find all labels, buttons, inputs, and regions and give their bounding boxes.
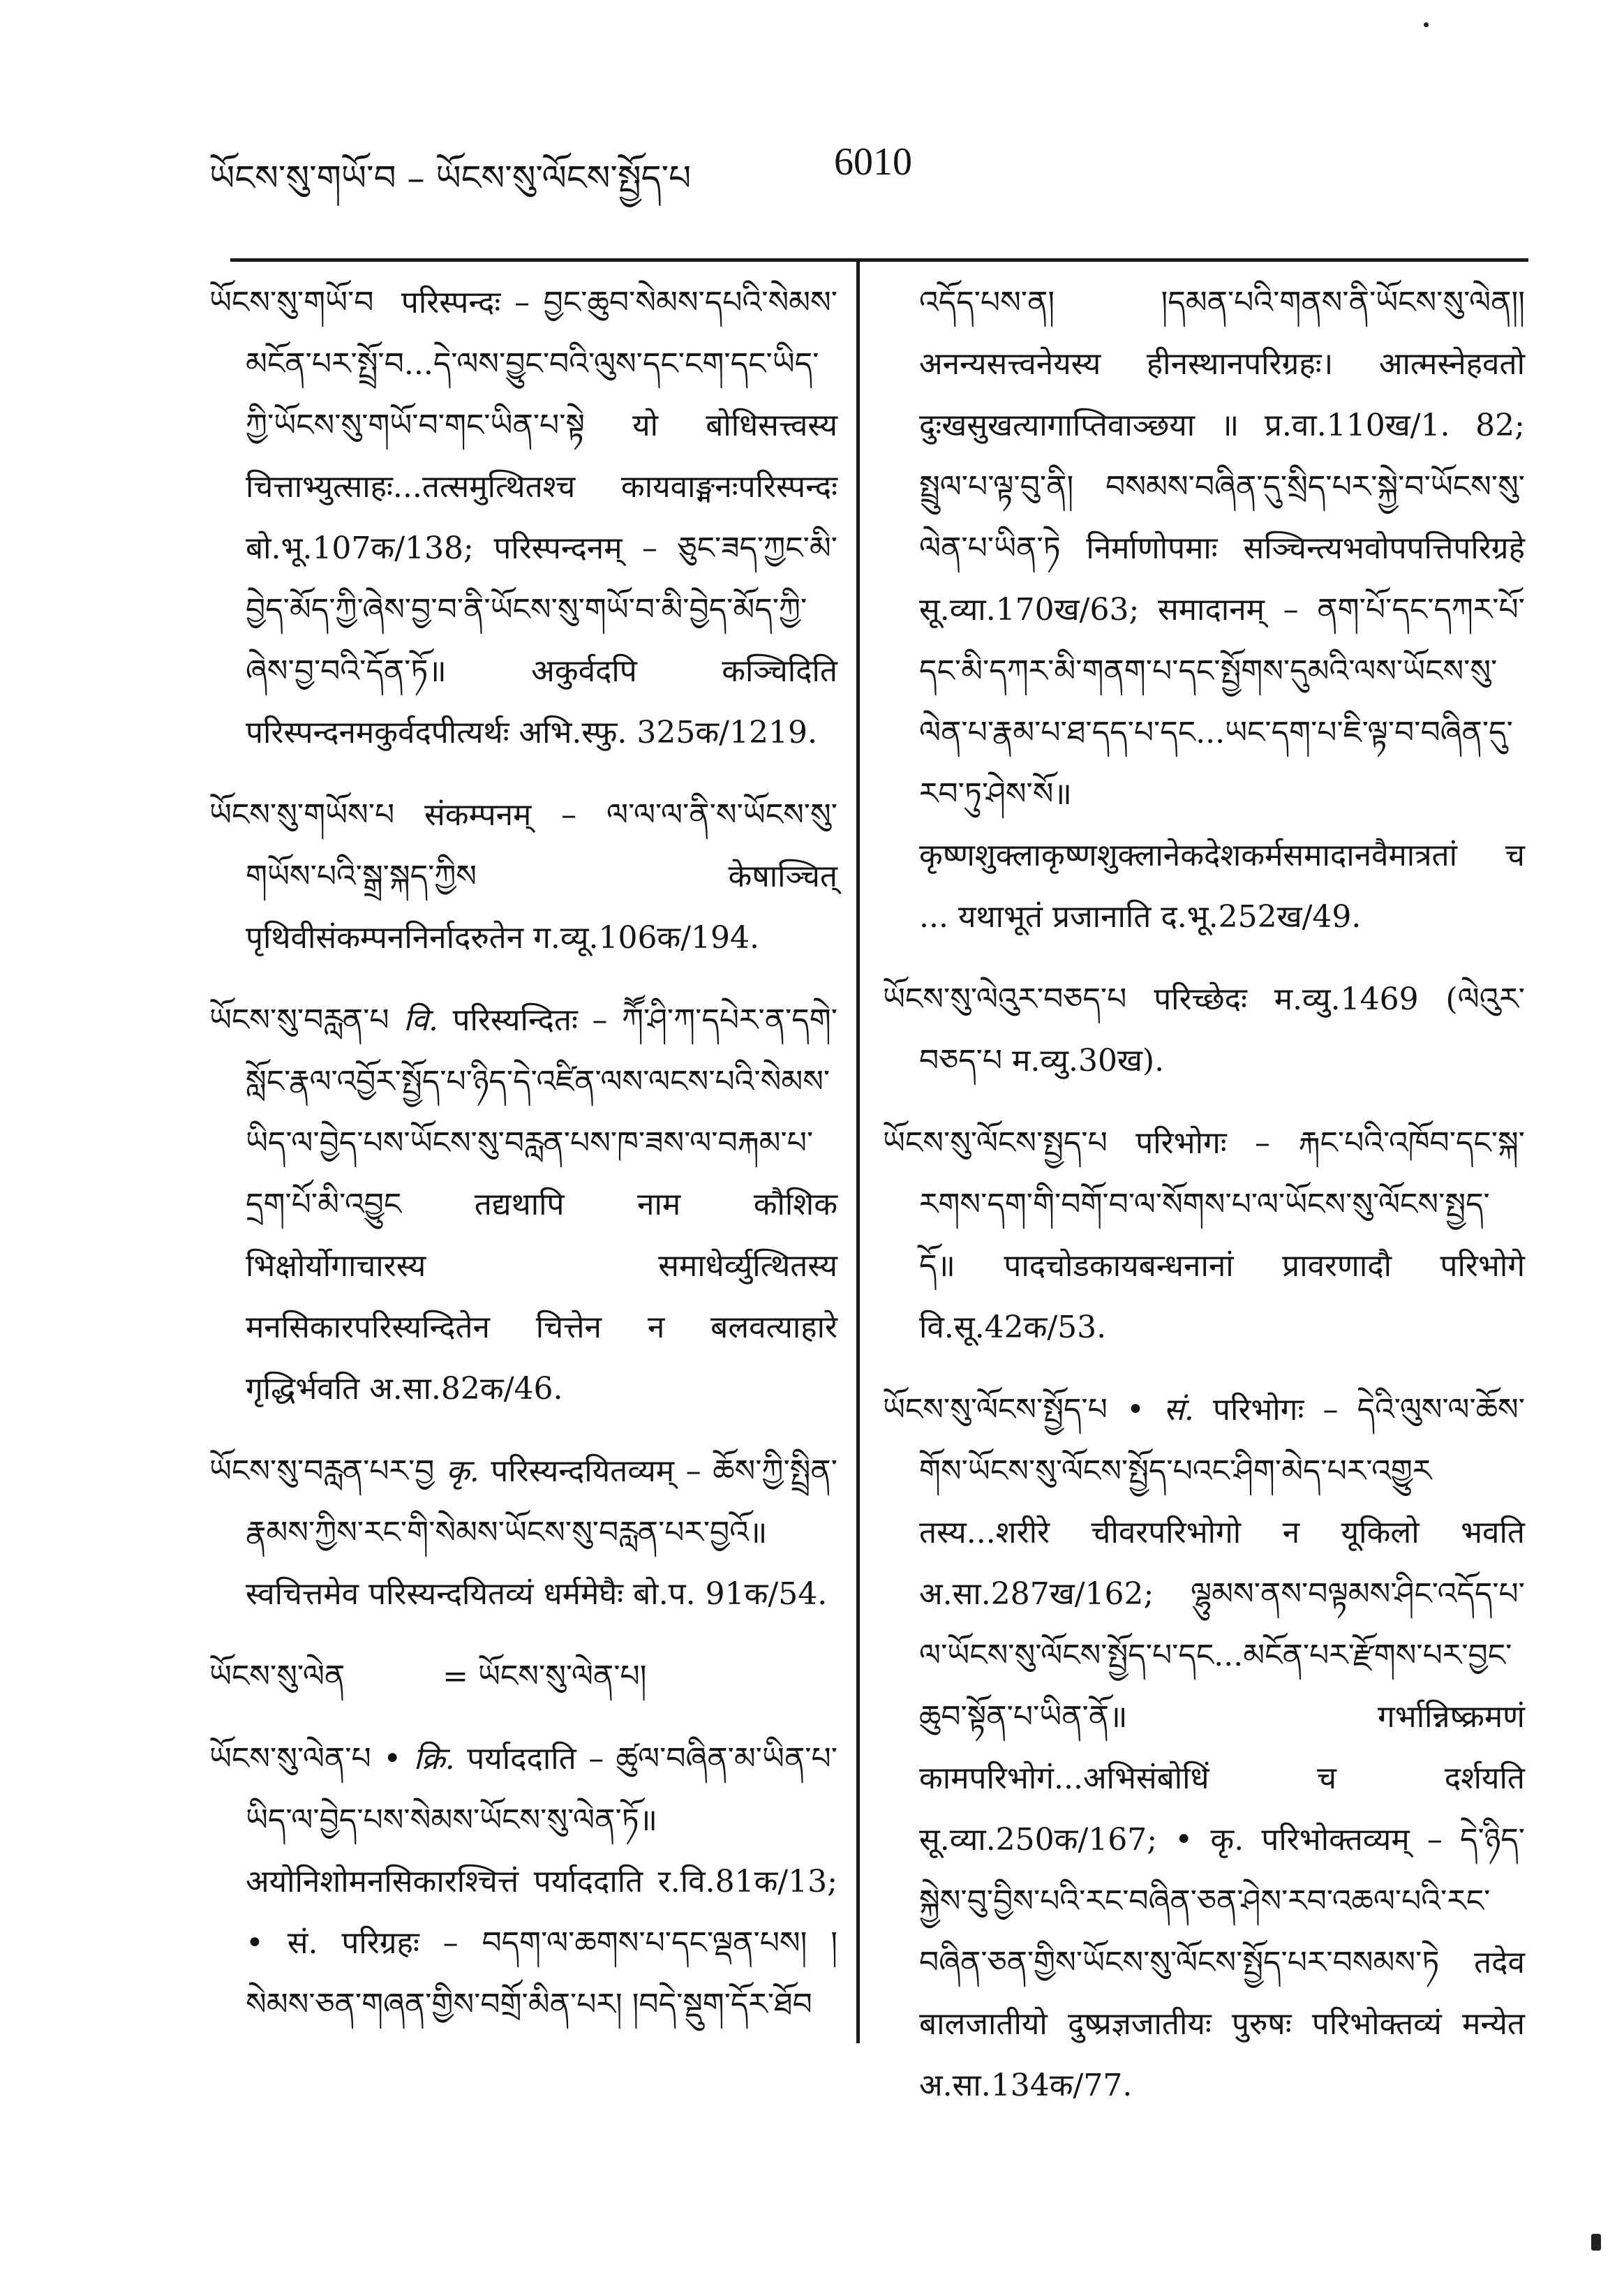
dictionary-entry bbox=[209, 1646, 837, 1707]
entry-body: परिभोगः – དེའི་ལུས་ལ་ཆོས་གོས་ཡོངས་སུ་ལོངས་སྤྱོད་པའང་ཤིག་མེད་པར་འགྱུར तस्य...शरीरे चीवरपरिभोगो न यूकिलो भवति अ.सा.287ख/162; ལྷུམས་ནས་བལྟམས་ཤིང་འདོད་པ་ལ་ཡོངས་སུ་ལོངས་སྤྱོད་པ་དང...མངོན་པར་རྫོགས་པར་བྱང་ཆུབ་སྟོན་པ་ཡིན་ནོ॥ गर्भान्निष्क्रमणं कामपरिभोगं...अभिसंबोधिं च दर्शयति सू.व्या.250क/167; • कृ. परिभोक्तव्यम् – དེ་ཉིད་སྐྱེས་བུ་བྱིས་པའི་རང་བཞིན་ཅན་ཤེས་རབ་འཆལ་པའི་རང་བཞིན་ཅན་གྱིས་ཡོངས་སུ་ལོངས་སྤྱོད་པར་བསམས་ཏེ तदेव बालजातीयो दुष्प्रज्ञजातीयः पुरुषः परिभोक्तव्यं मन्येत अ.सा.134क/77. bbox=[919, 1392, 1525, 2103]
entry-body: पर्याददाति – ཚུལ་བཞིན་མ་ཡིན་པ་ཡིད་ལ་བྱེད་པས་སེམས་ཡོངས་སུ་ལེན་ཏོ॥ अयोनिशोमनसिकारश्चित्तं पर्याददाति र.वि.81क/13; • सं. परिग्रहः – བདག་ལ་ཆགས་པ་དང་ལྡན་པས། །སེམས་ཅན་གཞན་གྱིས་བགྲོ་མིན་པར། །བདེ་སྡུག་དོར་ཐོབ bbox=[246, 1741, 837, 2022]
headword: ཡོངས་སུ་ལེའུར་བཅད་པ bbox=[883, 981, 1127, 1017]
entry-body: परिच्छेदः म.व्यु.1469 (ལེའུར་བཅད་པ म.व्यु.30ख). bbox=[919, 981, 1525, 1079]
headword: ཡོངས་སུ་གཡོ་བ bbox=[209, 285, 374, 320]
scan-speck bbox=[1591, 2234, 1601, 2251]
entry-body: संकम्पनम् – ལ་ལ་ལ་ནི་ས་ཡོངས་སུ་གཡོས་པའི་སྒྲ་སྐད་ཀྱིས केषाञ्चित् पृथिवीसंकम्पननिर्नादरुतेन ग.व्यू.106क/194. bbox=[246, 797, 837, 956]
header-rule bbox=[230, 258, 1528, 262]
dictionary-entry bbox=[209, 990, 837, 1420]
column-divider bbox=[856, 260, 860, 2043]
entry-body: परिस्यन्दयितव्यम् – ཆོས་ཀྱི་སྤྲིན་རྣམས་ཀྱིས་རང་གི་སེམས་ཡོངས་སུ་བརླན་པར་བྱའོ॥ स्वचित्तमेव परिस्यन्दयितव्यं धर्ममेघैः बो.प. 91क/54. bbox=[246, 1453, 837, 1612]
dictionary-entry bbox=[883, 1113, 1525, 1358]
dictionary-entry bbox=[883, 1379, 1525, 2117]
running-title: ཡོངས་སུ་གཡོ་བ – ཡོངས་སུ་ལོངས་སྤྱོད་པ bbox=[209, 158, 692, 198]
headword: ཡོངས་སུ་ལོངས་སྤྱོད་པ bbox=[883, 1392, 1108, 1428]
dictionary-entry bbox=[209, 272, 837, 764]
dictionary-entry bbox=[209, 1728, 837, 2036]
entry-body: परिस्पन्दः – བྱང་ཆུབ་སེམས་དཔའི་སེམས་མངོན་པར་སྤྲོ་བ...དེ་ལས་བྱུང་བའི་ལུས་དང་ངག་དང་ཡིད་ཀྱི་ཡོངས་སུ་གཡོ་བ་གང་ཡིན་པ་སྟེ यो बोधिसत्त्वस्य चित्ताभ्युत्साहः...तत्समुत्थितश्च कायवाङ्मनःपरिस्पन्दः बो.भू.107क/138; परिस्पन्दनम् – ཅུང་ཟད་ཀྱང་མི་བྱེད་མོད་ཀྱི་ཞེས་བྱ་བ་ནི་ཡོངས་སུ་གཡོ་བ་མི་བྱེད་མོད་ཀྱི་ཞེས་བྱ་བའི་དོན་ཏོ॥ अकुर्वदपि कञ्चिदिति परिस्पन्दनमकुर्वदपीत्यर्थः अभि.स्फु. 325क/1219. bbox=[246, 285, 837, 750]
headword: ཡོངས་སུ་ལེན bbox=[209, 1659, 345, 1694]
headword: ཡོངས་སུ་ལེན་པ bbox=[209, 1741, 371, 1777]
headword: ཡོངས་སུ་ལོངས་སྤྱད་པ bbox=[883, 1125, 1108, 1161]
entry-body: परिभोगः – རྐང་པའི་འཁོབ་དང་སྐ་རགས་དག་གི་བགོ་བ་ལ་སོགས་པ་ལ་ཡོངས་སུ་ལོངས་སྤྱད་དོ॥ पादचोडकायबन्धनानां प्रावरणादौ परिभोगे वि.सू.42क/53. bbox=[919, 1125, 1525, 1345]
right-column bbox=[883, 272, 1525, 2103]
grammar-tag: • क्रि. bbox=[383, 1741, 455, 1777]
dictionary-entry bbox=[209, 1441, 837, 1625]
dictionary-entry bbox=[209, 785, 837, 969]
left-column bbox=[209, 272, 837, 2059]
scan-speck bbox=[1424, 22, 1429, 27]
headword: ཡོངས་སུ་གཡོས་པ bbox=[209, 797, 395, 833]
entry-body: འདོད་པས་ན། །དམན་པའི་གནས་ནི་ཡོངས་སུ་ལེན།། अनन्यसत्त्वनेयस्य हीनस्थानपरिग्रहः। आत्मस्नेहवतो दुःखसुखत्यागाप्तिवाञ्छया ॥ प्र.वा.110ख/1. 82; སྤྲུལ་པ་ལྟ་བུ་ནི། བསམས་བཞིན་དུ་སྲིད་པར་སྐྱེ་བ་ཡོངས་སུ་ལེན་པ་ཡིན་ཏེ निर्माणोपमाः सञ्चिन्त्यभवोपपत्तिपरिग्रहे सू.व्या.170ख/63; समादानम् – ནག་པོ་དང་དཀར་པོ་དང་མི་དཀར་མི་གནག་པ་དང་སྤྱོགས་དུམའི་ལས་ཡོངས་སུ་ལེན་པ་རྣམ་པ་ཐ་དད་པ་དང...ཡང་དག་པ་ཇི་ལྟ་བ་བཞིན་དུ་རབ་ཏུ་ཤེས་སོ॥ कृष्णशुक्लाकृष्णशुक्लानेकदेशकर्मसमादानवैमात्रतां च ... यथाभूतं प्रजानाति द.भू.252ख/49. bbox=[919, 285, 1525, 935]
headword: ཡོངས་སུ་བརླན་པ bbox=[209, 1002, 389, 1038]
headword: ཡོངས་སུ་བརླན་པར་བྱ bbox=[209, 1453, 435, 1489]
grammar-tag: • सं. bbox=[1126, 1392, 1194, 1428]
entry-body: = ཡོངས་སུ་ལེན་པ། bbox=[442, 1659, 647, 1694]
grammar-tag: वि. bbox=[403, 1002, 438, 1038]
grammar-tag: कृ. bbox=[445, 1453, 479, 1489]
dictionary-entry-continued bbox=[883, 272, 1525, 948]
dictionary-entry bbox=[883, 969, 1525, 1092]
entry-body: परिस्यन्दितः – ཀཽ་ཤི་ཀ་དཔེར་ན་དགེ་སློང་རྣལ་འབྱོར་སྤྱོད་པ་ཉིད་དེ་འཛིན་ལས་ལངས་པའི་སེམས་ཡིད་ལ་བྱེད་པས་ཡོངས་སུ་བརླན་པས་ཁ་ཟས་ལ་བརྐམ་པ་དྲག་པོ་མི་འབྱུང तद्यथापि नाम कौशिक भिक्षोर्योगाचारस्य समाधेर्व्युत्थितस्य मनसिकारपरिस्यन्दितेन चित्तेन न बलवत्याहारे गृद्धिर्भवति अ.सा.82क/46. bbox=[246, 1002, 837, 1407]
page-number: 6010 bbox=[834, 140, 912, 184]
